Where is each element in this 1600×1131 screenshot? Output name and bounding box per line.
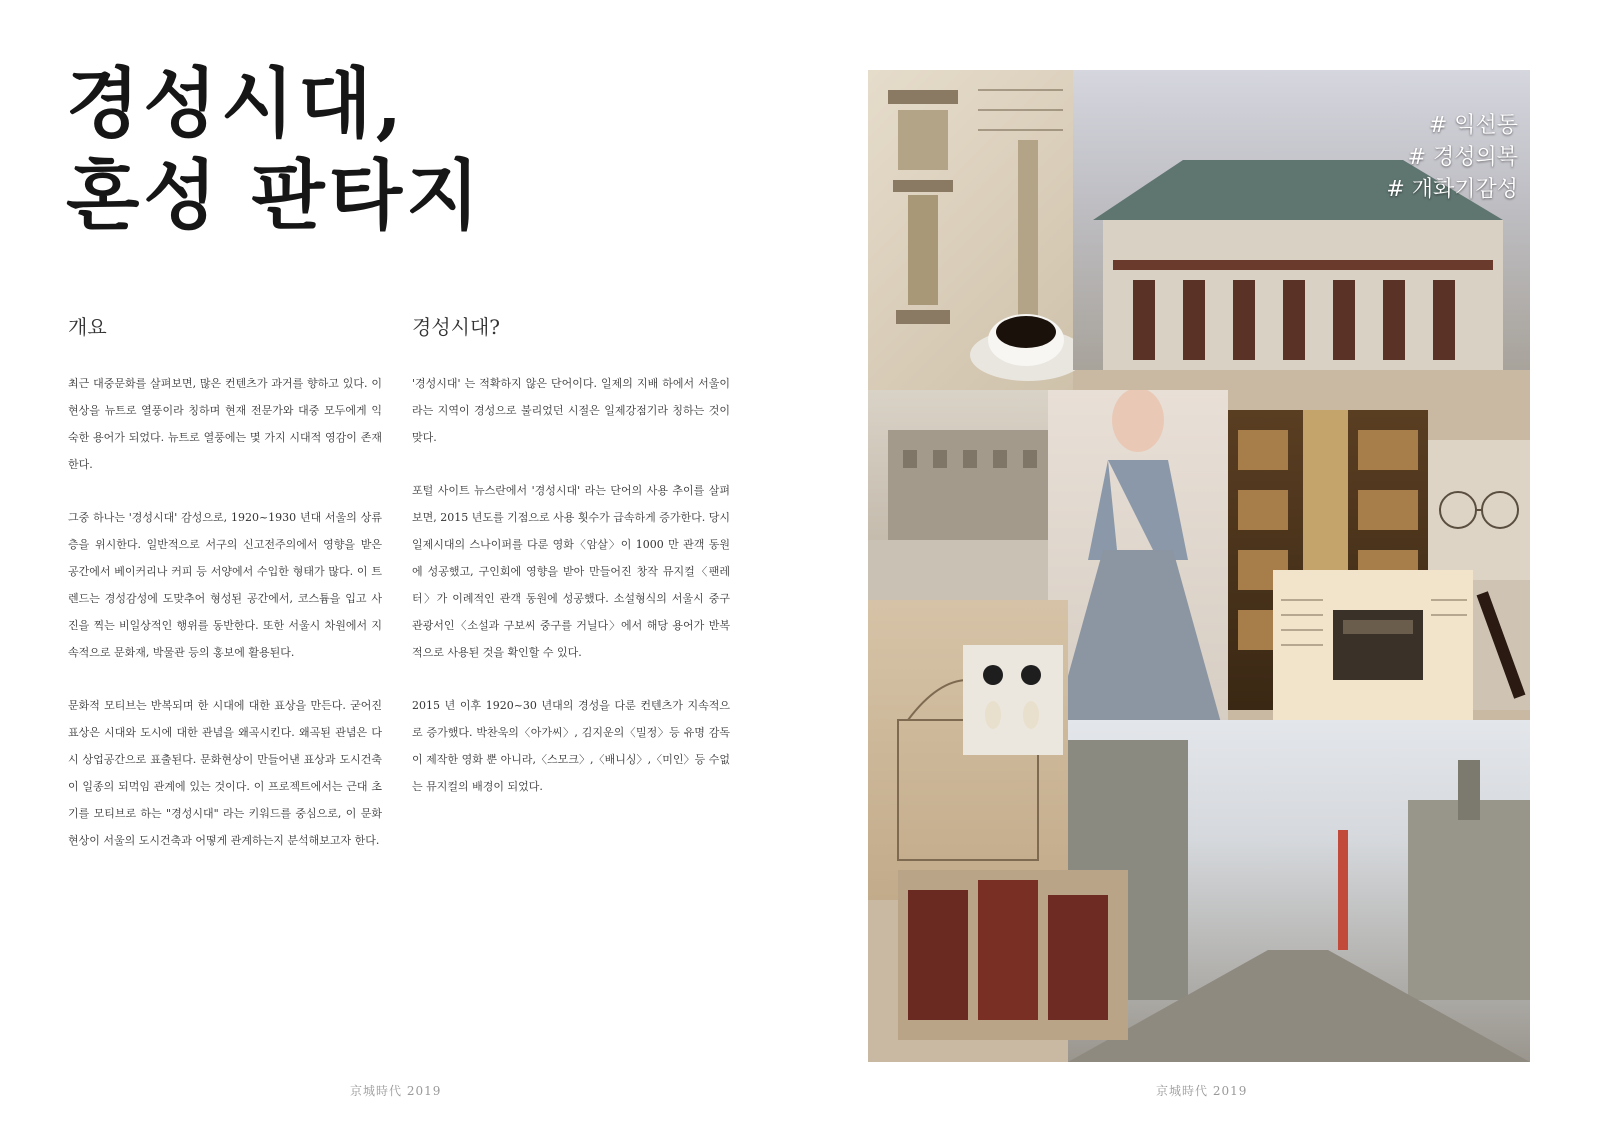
gyeongseong-heading: 경성시대? (412, 315, 501, 339)
eyeglasses-image (1428, 440, 1530, 580)
gyeongseong-paragraph-3: 2015 년 이후 1920~30 년대의 경성을 다룬 컨텐츠가 지속적으로 증가했다. 박찬욱의〈아가씨〉, 김지운의〈밀정〉등 유명 감독이 제작한 영화 뿐 아니라,〈스모크〉,〈배니싱〉,〈미인〉등 수없는 뮤지컬의 배경이 되었다. (412, 699, 730, 793)
fountain-pen-image (1473, 580, 1530, 710)
footer-left: 京城時代 2019 (350, 1084, 442, 1098)
page-title (66, 58, 484, 242)
footer-right: 京城時代 2019 (1156, 1084, 1248, 1098)
shanghai-street-image (1068, 720, 1530, 1062)
hashtag-list (1386, 110, 1518, 206)
earrings-image (963, 645, 1063, 755)
woman-in-dress-image (1048, 390, 1228, 730)
photo-collage (868, 70, 1530, 1062)
hashtag-gyeongseong-clothing: # 경성의복 (1407, 145, 1518, 170)
stacked-books-image (898, 870, 1128, 1040)
overview-paragraph-1: 최근 대중문화를 살펴보면, 많은 컨텐츠가 과거를 향하고 있다. 이 현상을 뉴트로 열풍이라 칭하며 현재 전문가와 대중 모두에게 익숙한 용어가 되었다. 뉴트로 열풍에는 몇 가지 시대적 영감이 존재한다. (68, 377, 382, 471)
gyeongseong-paragraph-1: '경성시대' 는 적확하지 않은 단어이다. 일제의 지배 하에서 서울이라는 지역이 경성으로 불리었던 시절은 일제강점기라 칭하는 것이 맞다. (412, 377, 730, 444)
hashtag-ikseondong: # 익선동 (1428, 113, 1518, 138)
typewriter-document-image (1273, 570, 1473, 730)
overview-paragraph-2: 그중 하나는 '경성시대' 감성으로, 1920~1930 년대 서울의 상류층을 위시한다. 일반적으로 서구의 신고전주의에서 영향을 받은 공간에서 베이커리나 커피 등 서양에서 수입한 형태가 많다. 이 트렌드는 경성감성에 도맞추어 형성된 공간에서, 코스튬을 입고 사진을 찍는 비일상적인 행위를 동반한다. 또한 서울시 차원에서 지속적으로 문화재, 박물관 등의 홍보에 활용된다. (68, 511, 382, 659)
overview-heading: 개요 (68, 315, 107, 339)
gyeongseong-paragraph-2: 포털 사이트 뉴스란에서 '경성시대' 라는 단어의 사용 추이를 살펴보면, 2015 년도를 기점으로 사용 횟수가 급속하게 증가한다. 당시 일제시대의 스나이퍼를 다룬 영화〈암살〉이 1000 만 관객 동원에 성공했고, 구인회에 영향을 받아 만들어진 창작 뮤지컬〈팬레터〉가 이례적인 관객 동원에 성공했다. 소설형식의 서울시 중구 관광서인〈소설과 구보씨 중구를 거닐다〉에서 해당 용어가 반복적으로 사용된 것을 확인할 수 있다. (412, 484, 730, 659)
gyeongseong-section (412, 314, 730, 826)
overview-section (68, 314, 382, 880)
overview-paragraph-3: 문화적 모티브는 반복되며 한 시대에 대한 표상을 만든다. 굳어진 표상은 시대와 도시에 대한 관념을 왜곡시킨다. 왜곡된 관념은 다시 상업공간으로 표출된다. 문화현상이 만들어낸 표상과 도시건축이 일종의 되먹임 관계에 있는 것이다. 이 프로젝트에서는 근대 초기를 모티브로 하는 "경성시대" 라는 키워드를 중심으로, 이 문화 현상이 서울의 도시건축과 어떻게 관계하는지 분석해보고자 한다. (68, 699, 382, 847)
coffee-cup-image (968, 300, 1088, 385)
title-line-1: 경성시대, (66, 59, 407, 148)
hashtag-enlightenment-mood: # 개화기감성 (1386, 177, 1518, 202)
title-line-2: 혼성 판타지 (66, 151, 484, 240)
